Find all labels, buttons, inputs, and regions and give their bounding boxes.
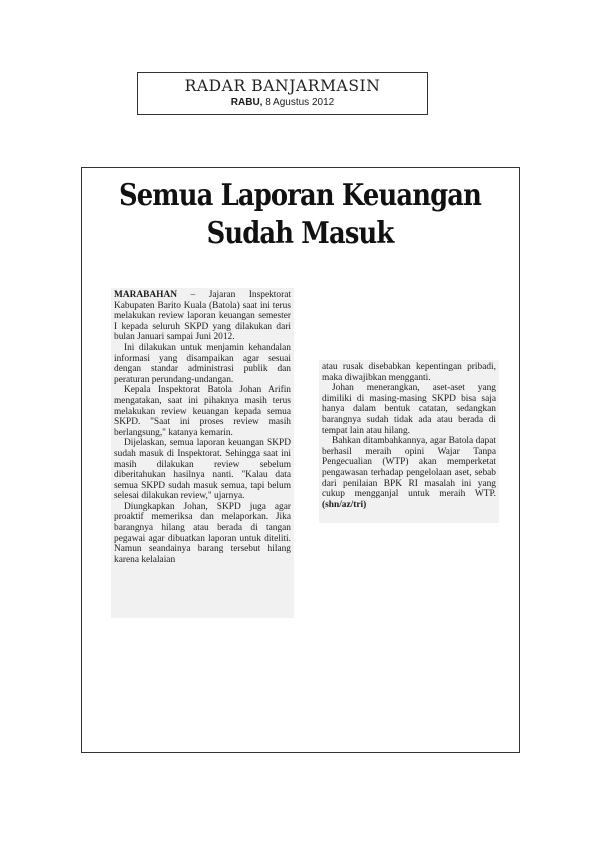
paragraph: Dijelaskan, semua laporan keuangan SKPD sudah masuk di Inspektorat. Sehingga saat ini masih dilakukan review sebelum diberitahukan hasilnya nanti. "Kalau data semua SKPD sudah masuk semua, tapi belum selesai dilakukan review," ujarnya. [114,438,291,502]
publication-date [138,96,427,109]
dateline: MARABAHAN [114,290,178,300]
paragraph: Kepala Inspektorat Batola Johan Arifin mengatakan, saat ini pihaknya masih terus melakukan review keuangan kepada semua SKPD. "Saat ini proses review masih berlangsung," katanya kemarin. [114,385,291,438]
paragraph-text: – Jajaran Inspektorat Kabupaten Barito Kuala (Batola) saat ini terus melakukan review laporan keuangan semester I kepada seluruh SKPD yang dilakukan dari bulan Januari sampai Juni 2012. [114,290,291,343]
paragraph-text: Bahkan ditambahkannya, agar Batola dapat berhasil meraih opini Wajar Tanpa Pengecualian (WTP) akan memperketat pengawasan terhadap pengelolaan aset, sebab dari penilaian BPK RI masalah ini yang cukup mengganjal untuk meraih WTP. [322,436,496,500]
author-signature: (shn/az/tri) [322,499,367,510]
newspaper-name: RADAR BANJARMASIN [184,77,381,95]
paragraph: Ini dilakukan untuk menjamin kehandalan informasi yang disampaikan agar sesuai dengan standar administrasi publik dan peraturan perundang-undangan. [114,342,291,385]
publication-day: RABU, [230,97,263,108]
publication-date-text: 8 Agustus 2012 [265,97,335,108]
paragraph [114,290,291,343]
article-column-1 [111,288,294,618]
paragraph: atau rusak disebabkan kepentingan pribadi, maka diwajibkan mengganti. [322,362,496,383]
paragraph: Johan menerangkan, aset-aset yang dimiliki di masing-masing SKPD bisa saja hanya dalam bentuk catatan, sedangkan barangnya sudah tidak ada atau berada di tempat lain atau hilang. [322,383,496,436]
paragraph: Diungkapkan Johan, SKPD juga agar proaktif memeriksa dan melaporkan. Jika barangnya hilang atau berada di tangan pegawai agar dibuatkan laporan untuk diteliti. Namun seandainya barang tersebut hilang karena kelalaian [114,501,291,565]
paragraph [322,436,496,510]
article-column-2 [319,360,499,523]
headline-line-1: Semua Laporan Keuangan [118,178,482,213]
headline-line-2: Sudah Masuk [206,216,394,251]
newspaper-masthead [137,72,428,115]
